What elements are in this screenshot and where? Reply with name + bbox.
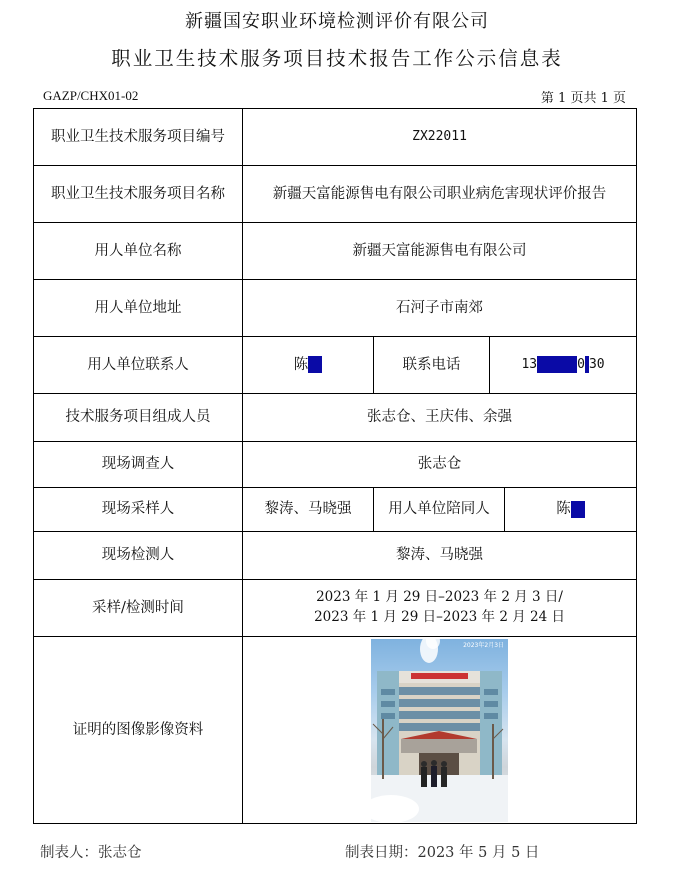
phone-mid: 0 bbox=[577, 357, 585, 373]
table-row bbox=[34, 109, 637, 166]
doc-code: GAZP/CHX01-02 bbox=[43, 88, 139, 103]
escort-name-visible: 陈 bbox=[556, 501, 571, 518]
sampling-value: 黎涛、马晓强 bbox=[243, 488, 374, 532]
company-name: 新疆国安职业环境检测评价有限公司 bbox=[185, 11, 489, 32]
time-label: 采样/检测时间 bbox=[34, 580, 243, 637]
contact-value bbox=[243, 337, 374, 394]
project-no-label: 职业卫生技术服务项目编号 bbox=[34, 109, 243, 166]
phone-prefix: 13 bbox=[521, 357, 538, 373]
contact-label: 用人单位联系人 bbox=[34, 337, 243, 394]
table-row bbox=[34, 394, 637, 442]
phone-label: 联系电话 bbox=[374, 337, 490, 394]
form-title: 职业卫生技术服务项目技术报告工作公示信息表 bbox=[111, 47, 563, 70]
sampling-label: 现场采样人 bbox=[34, 488, 243, 532]
project-no-value: ZX22011 bbox=[243, 109, 637, 166]
form-date: 制表日期：2023 年 5 月 5 日 bbox=[345, 845, 540, 861]
employer-label: 用人单位名称 bbox=[34, 223, 243, 280]
table-row bbox=[34, 337, 637, 394]
info-table bbox=[33, 108, 637, 824]
address-value: 石河子市南郊 bbox=[243, 280, 637, 337]
redaction-block bbox=[537, 356, 577, 373]
testing-label: 现场检测人 bbox=[34, 532, 243, 580]
address-label: 用人单位地址 bbox=[34, 280, 243, 337]
team-value: 张志仓、王庆伟、余强 bbox=[243, 394, 637, 442]
project-name-value: 新疆天富能源售电有限公司职业病危害现状评价报告 bbox=[243, 166, 637, 223]
photo-cell bbox=[243, 637, 637, 824]
building-photo-image bbox=[371, 639, 508, 822]
survey-value: 张志仓 bbox=[243, 442, 637, 488]
employer-value: 新疆天富能源售电有限公司 bbox=[243, 223, 637, 280]
photo-label: 证明的图像影像资料 bbox=[34, 637, 243, 824]
escort-label: 用人单位陪同人 bbox=[374, 488, 505, 532]
phone-value bbox=[490, 337, 637, 394]
time-value bbox=[243, 580, 637, 637]
contact-name-visible: 陈 bbox=[293, 356, 309, 373]
table-row bbox=[34, 637, 637, 824]
form-maker: 制表人：张志仓 bbox=[40, 845, 142, 861]
project-name-label: 职业卫生技术服务项目名称 bbox=[34, 166, 243, 223]
table-row bbox=[34, 580, 637, 637]
table-row bbox=[34, 532, 637, 580]
table-row bbox=[34, 223, 637, 280]
table-row bbox=[34, 166, 637, 223]
table-row bbox=[34, 442, 637, 488]
survey-label: 现场调查人 bbox=[34, 442, 243, 488]
page-info: 第 1 页共 1 页 bbox=[540, 91, 626, 106]
table-row bbox=[34, 488, 637, 532]
testing-value: 黎涛、马晓强 bbox=[243, 532, 637, 580]
phone-suffix: 30 bbox=[588, 357, 605, 373]
table-row bbox=[34, 280, 637, 337]
time-line-2: 2023 年 1 月 29 日–2023 年 2 月 24 日 bbox=[314, 609, 565, 625]
team-label: 技术服务项目组成人员 bbox=[34, 394, 243, 442]
photo-timestamp: 2023年2月3日 bbox=[463, 641, 505, 649]
redaction-block bbox=[308, 356, 322, 373]
escort-value bbox=[505, 488, 637, 532]
site-photo bbox=[371, 639, 508, 822]
time-line-1: 2023 年 1 月 29 日–2023 年 2 月 3 日/ bbox=[316, 589, 563, 606]
redaction-block bbox=[571, 501, 585, 518]
